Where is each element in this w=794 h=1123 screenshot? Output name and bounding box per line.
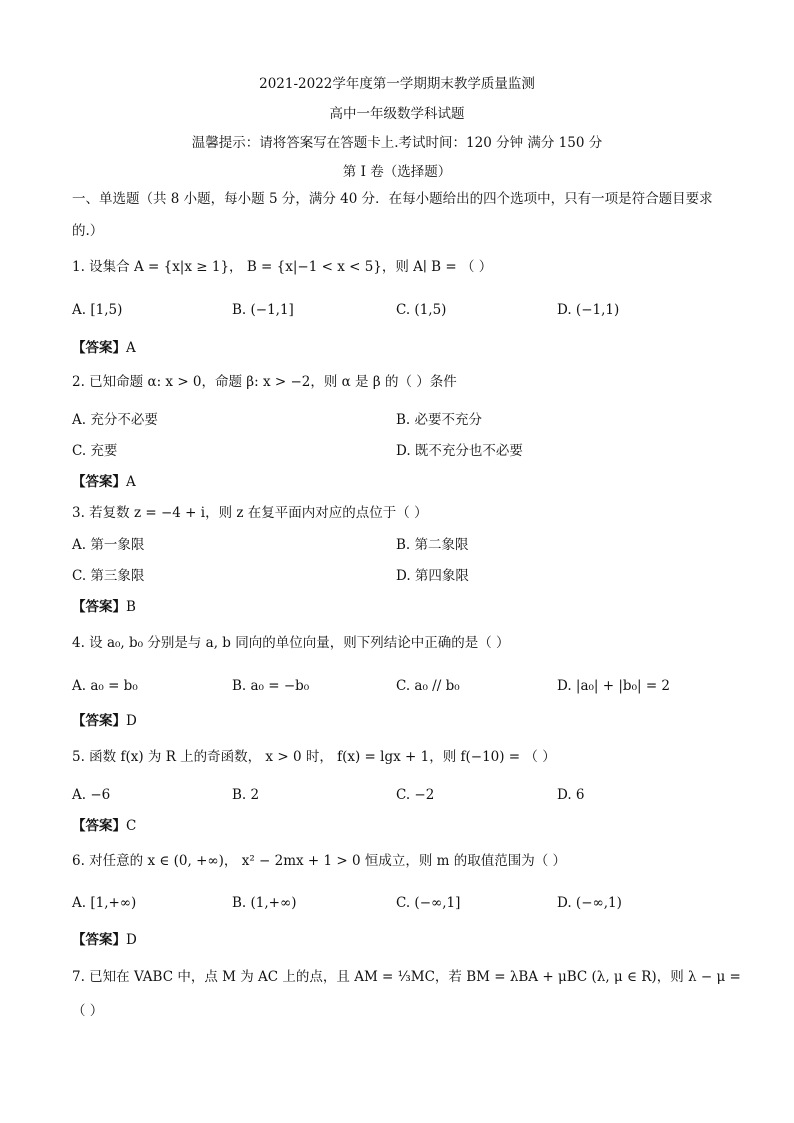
- q2-option-b: B. 必要不充分: [396, 412, 483, 428]
- q5-option-a: A. −6: [72, 787, 111, 803]
- answer-tag: 【答案】: [72, 818, 126, 834]
- q5-option-c: C. −2: [396, 787, 435, 803]
- answer-value: A: [126, 474, 136, 490]
- q2-option-a: A. 充分不必要: [72, 412, 158, 428]
- answer-tag: 【答案】: [72, 932, 126, 948]
- q3-option-b: B. 第二象限: [396, 537, 469, 553]
- exam-title: 2021-2022学年度第一学期期末教学质量监测: [259, 76, 535, 92]
- q1-option-a: A. [1,5): [72, 302, 123, 318]
- answer-tag: 【答案】: [72, 340, 126, 356]
- section-heading: 一、单选题（共 8 小题，每小题 5 分，满分 40 分．在每小题给出的四个选项中，只有一项是符合题目要求: [72, 191, 713, 207]
- answer-value: D: [126, 713, 137, 729]
- section-heading-cont: 的.）: [72, 223, 104, 239]
- q6-option-a: A. [1,+∞): [72, 895, 137, 911]
- q2-answer: [72, 472, 136, 492]
- answer-tag: 【答案】: [72, 599, 126, 615]
- q4-option-c: C. a₀ // b₀: [396, 678, 460, 694]
- answer-value: B: [126, 599, 136, 615]
- q4-option-d: D. |a₀| + |b₀| = 2: [557, 678, 671, 694]
- q2-stem: 2. 已知命题 α: x > 0，命题 β: x > −2，则 α 是 β 的（ ）条件: [72, 374, 457, 390]
- q7-stem: 7. 已知在 VABC 中，点 M 为 AC 上的点，且 AM = ⅓MC，若 BM = λBA + μBC (λ, μ ∈ R)，则 λ − μ =: [72, 969, 741, 985]
- q1-answer: [72, 338, 136, 358]
- q1-stem: 1. 设集合 A = {x|x ≥ 1}， B = {x|−1 < x < 5}，则 A∣ B = （ ）: [72, 259, 493, 275]
- q7-stem-cont: （ ）: [72, 1003, 104, 1019]
- q3-option-a: A. 第一象限: [72, 537, 145, 553]
- q4-stem: 4. 设 a₀, b₀ 分别是与 a, b 同向的单位向量，则下列结论中正确的是（ ）: [72, 635, 510, 651]
- q3-answer: [72, 597, 136, 617]
- q1-option-b: B. (−1,1]: [232, 302, 294, 318]
- q4-option-b: B. a₀ = −b₀: [232, 678, 310, 694]
- answer-value: C: [126, 818, 137, 834]
- q2-option-d: D. 既不充分也不必要: [396, 443, 523, 459]
- exam-subtitle: 高中一年级数学科试题: [329, 106, 465, 122]
- q6-answer: [72, 930, 137, 950]
- q2-option-c: C. 充要: [72, 443, 118, 459]
- q5-option-b: B. 2: [232, 787, 260, 803]
- answer-value: D: [126, 932, 137, 948]
- q4-answer: [72, 711, 137, 731]
- answer-tag: 【答案】: [72, 713, 126, 729]
- volume-label: 第 I 卷（选择题）: [342, 164, 452, 180]
- q1-option-c: C. (1,5): [396, 302, 447, 318]
- q6-stem: 6. 对任意的 x ∈ (0, +∞)， x² − 2mx + 1 > 0 恒成立，则 m 的取值范围为（ ）: [72, 853, 567, 869]
- q3-option-c: C. 第三象限: [72, 568, 145, 584]
- q5-option-d: D. 6: [557, 787, 585, 803]
- q5-stem: 5. 函数 f(x) 为 R 上的奇函数， x > 0 时， f(x) = lgx + 1，则 f(−10) = （ ）: [72, 749, 556, 765]
- q6-option-d: D. (−∞,1): [557, 895, 622, 911]
- q1-option-d: D. (−1,1): [557, 302, 620, 318]
- q5-answer: [72, 816, 136, 836]
- answer-tag: 【答案】: [72, 474, 126, 490]
- answer-value: A: [126, 340, 136, 356]
- q6-option-b: B. (1,+∞): [232, 895, 297, 911]
- q6-option-c: C. (−∞,1]: [396, 895, 461, 911]
- exam-notice: 温馨提示：请将答案写在答题卡上.考试时间：120 分钟 满分 150 分: [191, 135, 603, 151]
- q3-option-d: D. 第四象限: [396, 568, 469, 584]
- q3-stem: 3. 若复数 z = −4 + i，则 z 在复平面内对应的点位于（ ）: [72, 505, 428, 521]
- q4-option-a: A. a₀ = b₀: [72, 678, 138, 694]
